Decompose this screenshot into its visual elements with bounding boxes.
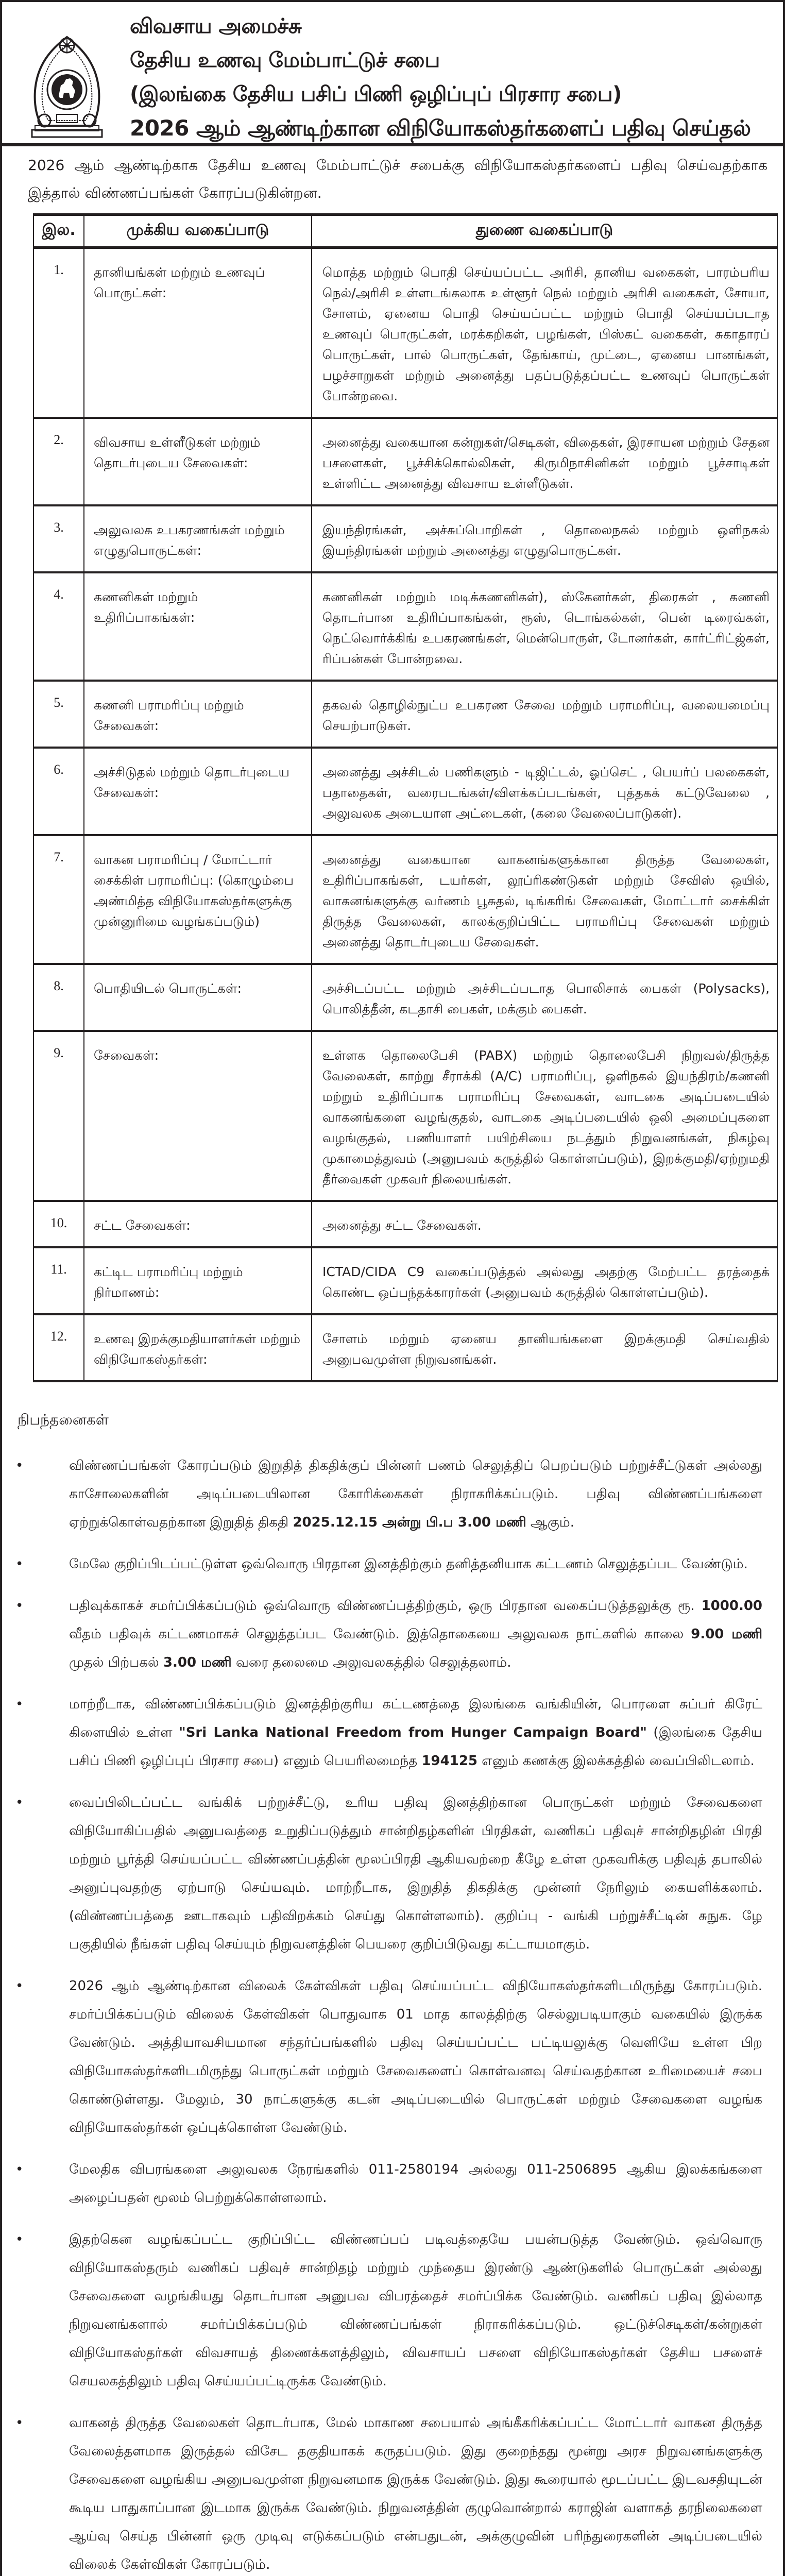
condition-text: வைப்பிலிடப்பட்ட வங்கிக் பற்றுச்சீட்டு, உரிய பதிவு இனத்திற்கான பொருட்கள் மற்றும் சேவைகளை விநியோகிப்பதில் அனுபவத்தை உறுதிப்படுத்தும் சான்றிதழ்களின் பிரதிகள், வணிகப் பதிவுச் சான்றிதழின் பிரதி மற்றும் பூர்த்தி செய்யப்பட்ட விண்ணப்பத்தின் மூலப்பிரதி ஆகியவற்றை கீழே உள்ள முகவரிக்கு பதிவுத் தபாலில் அனுப்புவதற்கு ஏற்பாடு செய்யவும். மாற்றீடாக, இறுதித் திகதிக்கு முன்னர் நேரிலும் கையளிக்கலாம். (விண்ணப்பத்தை ஊடாகவும் பதிவிறக்கம் செய்து கொள்ளலாம்). குறிப்பு - வங்கி பற்றுச்சீட்டின் சுநுக. ழே பகுதியில் நீங்கள் பதிவு செய்யும் நிறுவனத்தின் பெயரை குறிப்பிடுவது கட்டாயமாகும்.	[69, 1795, 762, 1952]
condition-item	[15, 1789, 762, 1959]
bullet-icon: •	[15, 1697, 24, 1712]
row-number: 9.	[33, 1031, 84, 1201]
row-number: 8.	[33, 964, 84, 1031]
row-sub-category: அனைத்து வகையான வாகனங்களுக்கான திருத்த வேலைகள், உதிரிப்பாகங்கள், டயர்கள், லூப்ரிகண்டுகள் மற்றும் சேவிஸ் ஒயில், வாகனங்களுக்கு வர்ணம் பூசுதல், டிங்கரிங் சேவைகள், மோட்டார் சைக்கிள் திருத்த வேலைகள், காலக்குறிப்பிட்ட பராமரிப்பு சேவைகள் மற்றும் அனைத்து தொடர்புடைய சேவைகள்.	[312, 835, 777, 964]
row-number: 4.	[33, 572, 84, 681]
header-sub-category: துணை வகைப்பாடு	[312, 215, 777, 248]
intro-paragraph: 2026 ஆம் ஆண்டிற்காக தேசிய உணவு மேம்பாட்டுச் சபைக்கு விநியோகஸ்தர்களைப் பதிவு செய்வதற்காக இத்தால் விண்ணப்பங்கள் கோரப்படுகின்றன.	[28, 157, 767, 201]
row-main-category: வாகன பராமரிப்பு / மோட்டார் சைக்கிள் பராமரிப்பு: (கொழும்பை அண்மித்த விநியோகஸ்தர்களுக்கு முன்னுரிமை வழங்கப்படும்)	[84, 835, 312, 964]
condition-item	[15, 1550, 762, 1579]
row-sub-category: அச்சிடப்பட்ட மற்றும் அச்சிடப்படாத பொலிசாக் பைகள் (Polysacks), பொலித்தீன், கடதாசி பைகள், மக்கும் பைகள்.	[312, 964, 777, 1031]
bullet-icon: •	[15, 2415, 24, 2431]
row-number: 3.	[33, 505, 84, 572]
condition-item	[15, 1690, 762, 1775]
condition-text: இதற்கென வழங்கப்பட்ட குறிப்பிட்ட விண்ணப்பப் படிவத்தையே பயன்படுத்த வேண்டும். ஒவ்வொரு விநியோகஸ்தரும் வணிகப் பதிவுச் சான்றிதழ் மற்றும் முந்தைய இரண்டு ஆண்டுகளில் பொருட்கள் அல்லது சேவைகளை வழங்கியது தொடர்பான அனுபவ விபரத்தைச் சமர்ப்பிக்க வேண்டும். வணிகப் பதிவு இல்லாத நிறுவனங்களால் சமர்ப்பிக்கப்படும் விண்ணப்பங்கள் நிராகரிக்கப்படும். ஒட்டுச்செடிகள்/கன்றுகள் விநியோகஸ்தர்கள் விவசாயத் திணைக்களத்திலும், விவசாயப் பசளை விநியோகஸ்தர்கள் தேசிய பசளைச் செயலகத்திலும் பதிவு செய்யப்பட்டிருக்க வேண்டும்.	[69, 2232, 762, 2389]
row-main-category: அச்சிடுதல் மற்றும் தொடர்புடைய சேவைகள்:	[84, 748, 312, 835]
row-sub-category: இயந்திரங்கள், அச்சுப்பொறிகள் , தொலைநகல் மற்றும் ஒளிநகல் இயந்திரங்கள் மற்றும் அனைத்து எழுதுபொருட்கள்.	[312, 505, 777, 572]
conditions-section	[2, 1382, 783, 2576]
table-row	[33, 1031, 777, 1201]
row-sub-category: கணனிகள் மற்றும் மடிக்கணனிகள்), ஸ்கேனர்கள், திரைகள் , கணனி தொடர்பான உதிரிப்பாகங்கள், ரூஸ், டொங்கல்கள், பென் டிரைவ்கள், நெட்வொர்க்கிங் உபகரணங்கள், மென்பொருள், டோனர்கள், கார்ட்ரிட்ஜ்கள், ரிப்பன்கள் போன்றவை.	[312, 572, 777, 681]
header-number: இல.	[33, 215, 84, 248]
conditions-list	[15, 1452, 762, 2576]
bullet-icon: •	[15, 2232, 24, 2247]
condition-emphasis: 194125	[421, 1753, 478, 1769]
title-block	[130, 9, 773, 145]
row-sub-category: ICTAD/CIDA C9 வகைப்படுத்தல் அல்லது அதற்கு மேற்பட்ட தரத்தைக் கொண்ட ஒப்பந்தக்காரர்கள் (அனுபவம் கருத்தில் கொள்ளப்படும்).	[312, 1247, 777, 1314]
row-sub-category: தகவல் தொழில்நுட்ப உபகரண சேவை மற்றும் பராமரிப்பு, வலையமைப்பு செயற்பாடுகள்.	[312, 681, 777, 748]
row-main-category: தானியங்கள் மற்றும் உணவுப் பொருட்கள்:	[84, 248, 312, 418]
bullet-icon: •	[15, 1795, 24, 1810]
condition-text: மேலே குறிப்பிடப்பட்டுள்ள ஒவ்வொரு பிரதான இனத்திற்கும் தனித்தனியாக கட்டணம் செலுத்தப்பட வேண்டும்.	[69, 1556, 748, 1572]
table-row	[33, 1247, 777, 1314]
row-main-category: கட்டிட பராமரிப்பு மற்றும் நிர்மாணம்:	[84, 1247, 312, 1314]
condition-emphasis: 2025.12.15 அன்று பி.ப 3.00 மணி	[293, 1515, 526, 1530]
ministry-name: விவசாய அமைச்சு	[130, 14, 302, 38]
condition-text: வரை தலைமை அலுவலகத்தில் செலுத்தலாம்.	[231, 1655, 511, 1670]
condition-text: எனும் கணக்கு இலக்கத்தில் வைப்பிலிடலாம்.	[477, 1753, 755, 1769]
condition-text: பதிவுக்காகச் சமர்ப்பிக்கப்படும் ஒவ்வொரு விண்ணப்பத்திற்கும், ஒரு பிரதான வகைப்படுத்தலுக்கு ரூ.	[69, 1598, 702, 1614]
table-row	[33, 1314, 777, 1381]
row-number: 5.	[33, 681, 84, 748]
condition-text: விண்ணப்பங்கள் கோரப்படும் இறுதித் திகதிக்குப் பின்னர் பணம் செலுத்திப் பெறப்படும் பற்றுச்சீட்டுகள் அல்லது காசோலைகளின் அடிப்படையிலான கோரிக்கைகள் நிராகரிக்கப்படும். பதிவு விண்ணப்பங்களை ஏற்றுக்கொள்வதற்கான இறுதித் திகதி	[69, 1458, 762, 1530]
bullet-icon: •	[15, 1556, 24, 1572]
notice-header	[2, 2, 783, 146]
condition-text: மாற்றீடாக, விண்ணப்பிக்கப்படும் இனத்திற்குரிய கட்டணத்தை இலங்கை வங்கியின், பொரளை சுப்பர் கிரேட் கிளையில் உள்ள	[69, 1697, 762, 1740]
row-main-category: உணவு இறக்குமதியாளர்கள் மற்றும் விநியோகஸ்தர்கள்:	[84, 1314, 312, 1381]
row-main-category: பொதியிடல் பொருட்கள்:	[84, 964, 312, 1031]
row-sub-category: மொத்த மற்றும் பொதி செய்யப்பட்ட அரிசி, தானிய வகைகள், பாரம்பரிய நெல்/அரிசி உள்ளடங்கலாக உள்ளூர் நெல் மற்றும் அரிசி வகைகள், சோயா, சோளம், ஏனைய பொதி செய்யப்பட்ட மற்றும் பொதி செய்யப்படாத உணவுப் பொருட்கள், மரக்கறிகள், பழங்கள், பிஸ்கட் வகைகள், சுகாதாரப் பொருட்கள், பால் பொருட்கள், தேங்காய், முட்டை, ஏனைய பானங்கள், பழச்சாறுகள் மற்றும் அனைத்து பதப்படுத்தப்பட்ட உணவுப் பொருட்கள் போன்றவை.	[312, 248, 777, 418]
category-table-wrap	[2, 203, 783, 1382]
table-row	[33, 964, 777, 1031]
condition-item	[15, 1972, 762, 2142]
table-body	[33, 248, 777, 1382]
notice-title: 2026 ஆம் ஆண்டிற்கான விநியோகஸ்தர்களைப் பதிவு செய்தல்	[130, 115, 751, 141]
sri-lanka-emblem-icon	[30, 34, 104, 138]
table-row	[33, 418, 777, 505]
header-main-category: முக்கிய வகைப்பாடு	[84, 215, 312, 248]
row-number: 11.	[33, 1247, 84, 1314]
row-number: 10.	[33, 1201, 84, 1247]
condition-item	[15, 1592, 762, 1677]
table-row	[33, 572, 777, 681]
condition-emphasis: 9.00 மணி	[691, 1626, 763, 1642]
row-main-category: விவசாய உள்ளீடுகள் மற்றும் தொடர்புடைய சேவைகள்:	[84, 418, 312, 505]
condition-text: மேலதிக விபரங்களை அலுவலக நேரங்களில் 011-2580194 அல்லது 011-2506895 ஆகிய இலக்கங்களை அழைப்பதன் மூலம் பெற்றுக்கொள்ளலாம்.	[69, 2162, 762, 2206]
row-sub-category: அனைத்து சட்ட சேவைகள்.	[312, 1201, 777, 1247]
table-row	[33, 748, 777, 835]
row-main-category: சட்ட சேவைகள்:	[84, 1201, 312, 1247]
condition-emphasis: 1000.00	[701, 1598, 762, 1614]
condition-emphasis: 3.00 மணி	[163, 1655, 232, 1670]
table-row	[33, 681, 777, 748]
condition-item	[15, 1452, 762, 1537]
row-sub-category: சோளம் மற்றும் ஏனைய தானியங்களை இறக்குமதி செய்வதில் அனுபவமுள்ள நிறுவனங்கள்.	[312, 1314, 777, 1381]
row-number: 2.	[33, 418, 84, 505]
row-sub-category: அனைத்து அச்சிடல் பணிகளும் - டிஜிட்டல், ஓப்செட் , பெயர்ப் பலகைகள், பதாதைகள், வரைபடங்கள்/விளக்கப்படங்கள், புத்தகக் கட்டுவேலை , அலுவலக அடையாள அட்டைகள், (கலை வேலைப்பாடுகள்).	[312, 748, 777, 835]
bullet-icon: •	[15, 2162, 24, 2177]
condition-item	[15, 2156, 762, 2212]
row-number: 1.	[33, 248, 84, 418]
condition-text: ஆகும்.	[526, 1515, 574, 1530]
table-row	[33, 248, 777, 418]
condition-emphasis: "Sri Lanka National Freedom from Hunger Campaign Board"	[179, 1725, 647, 1740]
row-main-category: சேவைகள்:	[84, 1031, 312, 1201]
bullet-icon: •	[15, 1978, 24, 1994]
category-table	[33, 213, 778, 1382]
row-number: 7.	[33, 835, 84, 964]
condition-text: வாகனத் திருத்த வேலைகள் தொடர்பாக, மேல் மாகாண சபையால் அங்கீகரிக்கப்பட்ட மோட்டார் வாகன திருத்த வேலைத்தளமாக இருத்தல் விசேட தகுதியாகக் கருதப்படும். இது குறைந்தது மூன்று அரச நிறுவனங்களுக்கு சேவைகளை வழங்கிய அனுபவமுள்ள நிறுவனமாக இருக்க வேண்டும். இது கூரையால் மூடப்பட்ட இடவசதியுடன் கூடிய பாதுகாப்பான இடமாக இருக்க வேண்டும். நிறுவனத்தின் குழுவொன்றால் கராஜின் வளாகத் தரநிலைகளை ஆய்வு செய்த பின்னர் ஒரு முடிவு எடுக்கப்படும் என்பதுடன், அக்குழுவின் பரிந்துரைகளின் அடிப்படையில் விலைக் கேள்விகள் கோரப்படும்.	[69, 2415, 762, 2572]
condition-text: வீதம் பதிவுக் கட்டணமாகச் செலுத்தப்பட வேண்டும். இத்தொகையை அலுவலக நாட்களில் காலை	[69, 1626, 691, 1642]
row-number: 12.	[33, 1314, 84, 1381]
table-row	[33, 1201, 777, 1247]
table-row	[33, 835, 777, 964]
condition-text: 2026 ஆம் ஆண்டிற்கான விலைக் கேள்விகள் பதிவு செய்யப்பட்ட விநியோகஸ்தர்களிடமிருந்து கோரப்படும். சமர்ப்பிக்கப்படும் விலைக் கேள்விகள் பொதுவாக 01 மாத காலத்திற்கு செல்லுபடியாகும் வகையில் இருக்க வேண்டும். அத்தியாவசியமான சந்தர்ப்பங்களில் பதிவு செய்யப்பட்ட பட்டியலுக்கு வெளியே உள்ள பிற விநியோகஸ்தர்களிடமிருந்து பொருட்கள் மற்றும் சேவைகளைப் கொள்வனவு செய்வதற்கான உரிமையைச் சபை கொண்டுள்ளது. மேலும், 30 நாட்களுக்கு கடன் அடிப்படையில் பொருட்கள் மற்றும் சேவைகளை வழங்க விநியோகஸ்தர்கள் ஒப்புக்கொள்ள வேண்டும்.	[69, 1978, 762, 2136]
condition-item	[15, 2409, 762, 2576]
bullet-icon: •	[15, 1458, 24, 1473]
bullet-icon: •	[15, 1598, 24, 1614]
row-sub-category: உள்ளக தொலைபேசி (PABX) மற்றும் தொலைபேசி நிறுவல்/திருத்த வேலைகள், காற்று சீராக்கி (A/C) பராமரிப்பு, ஒளிநகல் இயந்திரம்/கணனி மற்றும் உதிரிப்பாக பராமரிப்பு சேவைகள், வாடகை அடிப்படையில் வாகனங்களை வழங்குதல், வாடகை அடிப்படையில் ஒலி அமைப்புகளை வழங்குதல், பணியாளர் பயிற்சியை நடத்தும் நிறுவனங்கள், நிகழ்வு முகாமைத்துவம் (அனுபவம் கருத்தில் கொள்ளப்படும்), இறக்குமதி/ஏற்றுமதி தீர்வைகள் முகவர் நிலையங்கள்.	[312, 1031, 777, 1201]
row-main-category: அலுவலக உபகரணங்கள் மற்றும் எழுதுபொருட்கள்:	[84, 505, 312, 572]
condition-text: முதல் பிற்பகல்	[69, 1655, 163, 1670]
row-main-category: கணனி பராமரிப்பு மற்றும் சேவைகள்:	[84, 681, 312, 748]
table-header-row	[33, 215, 777, 248]
row-sub-category: அனைத்து வகையான கன்றுகள்/செடிகள், விதைகள், இரசாயன மற்றும் சேதன பசளைகள், பூச்சிக்கொல்லிகள், கிருமிநாசினிகள் மற்றும் பூச்சாடிகள் உள்ளிட்ட அனைத்து விவசாய உள்ளீடுகள்.	[312, 418, 777, 505]
condition-item	[15, 2226, 762, 2396]
table-row	[33, 505, 777, 572]
row-number: 6.	[33, 748, 84, 835]
condition-text: (இலங்கை தேசிய பசிப் பிணி ஒழிப்புப் பிரசார சபை) எனும் பெயரிலமைந்த	[69, 1725, 762, 1769]
conditions-title: நிபந்தனைகள்	[18, 1411, 109, 1428]
notice-paper	[2, 2, 783, 2576]
board-name: தேசிய உணவு மேம்பாட்டுச் சபை	[130, 48, 440, 72]
board-alt-name: (இலங்கை தேசிய பசிப் பிணி ஒழிப்புப் பிரசார சபை)	[130, 82, 622, 106]
row-main-category: கணனிகள் மற்றும் உதிரிப்பாகங்கள்:	[84, 572, 312, 681]
